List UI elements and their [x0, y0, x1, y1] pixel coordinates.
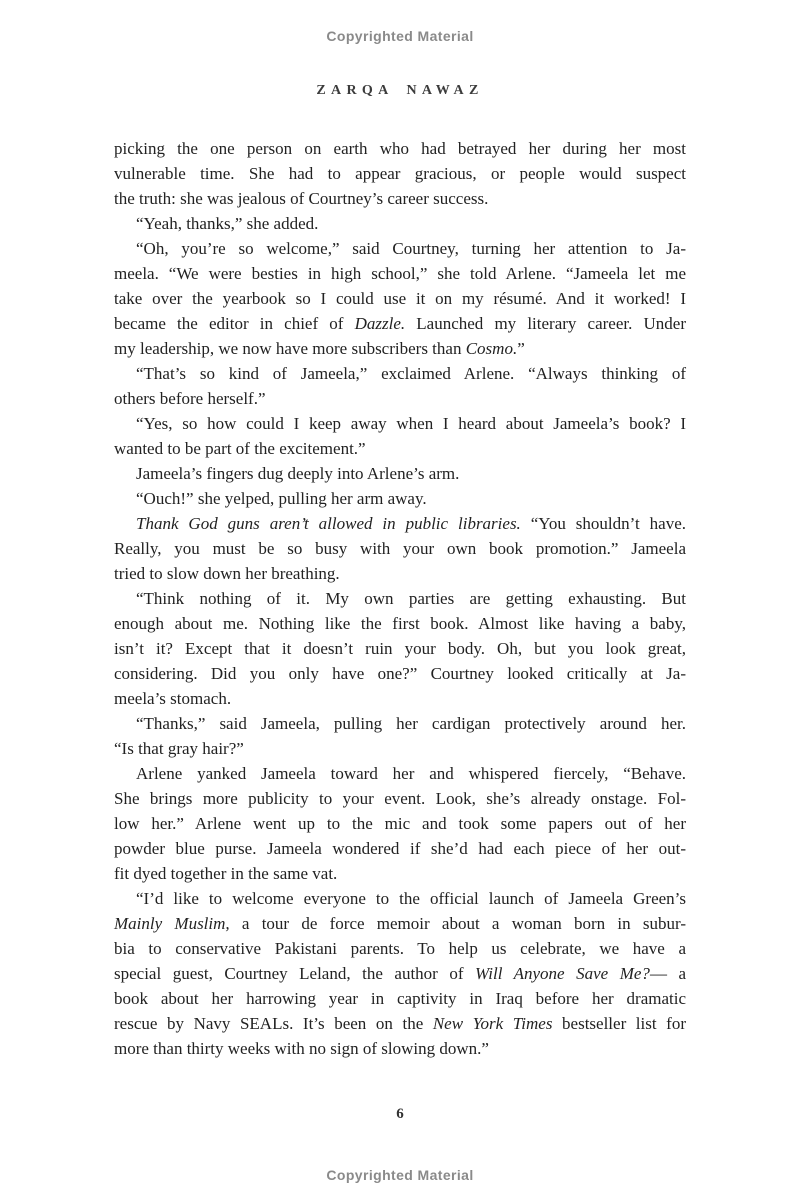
text-segment: rescue by Navy SEALs. It’s been on the: [114, 1014, 433, 1033]
text-segment: Really, you must be so busy with your own book promotion.” Jameela: [114, 539, 686, 558]
page-number: 6: [396, 1106, 404, 1122]
text-line: [114, 186, 686, 211]
text-segment: — a: [649, 964, 686, 983]
text-line: [114, 686, 686, 711]
text-line: [114, 911, 686, 936]
text-line: [114, 361, 686, 386]
text-segment: “Think nothing of it. My own parties are getting exhausting. But: [136, 589, 686, 608]
text-segment: tried to slow down her breathing.: [114, 564, 340, 583]
body-text: [114, 136, 686, 1061]
text-segment: my leadership, we now have more subscribers than: [114, 339, 466, 358]
text-segment: book about her harrowing year in captivity in Iraq before her dramatic: [114, 989, 686, 1008]
text-segment: “You shouldn’t have.: [520, 514, 686, 533]
italic-text: Will Anyone Save Me?: [475, 964, 650, 983]
text-segment: others before herself.”: [114, 389, 266, 408]
text-line: [114, 511, 686, 536]
text-line: [114, 561, 686, 586]
italic-text: New York Times: [432, 1014, 553, 1033]
text-segment: “Is that gray hair?”: [114, 739, 244, 758]
text-segment: low her.” Arlene went up to the mic and took some papers out of her: [114, 814, 686, 833]
text-line: [114, 411, 686, 436]
text-line: [114, 961, 686, 986]
copyright-notice-top: Copyrighted Material: [326, 28, 474, 44]
text-segment: powder blue purse. Jameela wondered if she’d had each piece of her out-: [114, 839, 686, 858]
text-segment: Launched my literary career. Under: [405, 314, 686, 333]
text-line: [114, 936, 686, 961]
text-line: [114, 161, 686, 186]
text-segment: “Oh, you’re so welcome,” said Courtney, turning her attention to Ja-: [136, 239, 686, 258]
text-line: [114, 236, 686, 261]
text-line: [114, 986, 686, 1011]
text-line: [114, 736, 686, 761]
text-line: [114, 761, 686, 786]
text-segment: the truth: she was jealous of Courtney’s career success.: [114, 189, 489, 208]
text-segment: ”: [517, 339, 525, 358]
italic-text: Cosmo.: [465, 339, 518, 358]
text-segment: bestseller list for: [552, 1014, 686, 1033]
text-line: [114, 811, 686, 836]
italic-text: Thank God guns aren’t allowed in public libraries.: [136, 514, 521, 533]
text-line: [114, 211, 686, 236]
text-line: [114, 1036, 686, 1061]
text-line: [114, 386, 686, 411]
text-line: [114, 286, 686, 311]
text-line: [114, 336, 686, 361]
text-line: [114, 536, 686, 561]
text-segment: a tour de force memoir about a woman born in subur-: [229, 914, 686, 933]
italic-text: Mainly Muslim,: [114, 914, 230, 933]
text-line: [114, 711, 686, 736]
text-segment: “Yeah, thanks,” she added.: [136, 214, 319, 233]
text-line: [114, 136, 686, 161]
text-line: [114, 636, 686, 661]
text-line: [114, 586, 686, 611]
text-line: [114, 611, 686, 636]
text-segment: fit dyed together in the same vat.: [114, 864, 338, 883]
copyright-notice-bottom: Copyrighted Material: [326, 1167, 474, 1183]
text-segment: enough about me. Nothing like the first book. Almost like having a baby,: [114, 614, 686, 633]
text-segment: meela’s stomach.: [114, 689, 232, 708]
text-segment: isn’t it? Except that it doesn’t ruin your body. Oh, but you look great,: [114, 639, 686, 658]
text-segment: special guest, Courtney Leland, the author of: [114, 964, 476, 983]
text-segment: vulnerable time. She had to appear gracious, or people would suspect: [114, 164, 686, 183]
text-line: [114, 861, 686, 886]
text-segment: Arlene yanked Jameela toward her and whispered fiercely, “Behave.: [136, 764, 686, 783]
text-segment: She brings more publicity to your event. Look, she’s already onstage. Fol-: [114, 789, 686, 808]
text-segment: “That’s so kind of Jameela,” exclaimed Arlene. “Always thinking of: [136, 364, 686, 383]
text-segment: “Yes, so how could I keep away when I heard about Jameela’s book? I: [136, 414, 686, 433]
text-segment: picking the one person on earth who had betrayed her during her most: [114, 139, 686, 158]
text-segment: meela. “We were besties in high school,” she told Arlene. “Jameela let me: [114, 264, 686, 283]
text-segment: bia to conservative Pakistani parents. To help us celebrate, we have a: [114, 939, 686, 958]
text-segment: “I’d like to welcome everyone to the official launch of Jameela Green’s: [136, 889, 686, 908]
text-segment: Jameela’s fingers dug deeply into Arlene’s arm.: [136, 464, 460, 483]
text-segment: wanted to be part of the excitement.”: [114, 439, 366, 458]
text-segment: “Thanks,” said Jameela, pulling her cardigan protectively around her.: [136, 714, 686, 733]
running-header-author: ZARQA NAWAZ: [316, 83, 484, 98]
text-line: [114, 786, 686, 811]
italic-text: Dazzle.: [354, 314, 406, 333]
text-segment: “Ouch!” she yelped, pulling her arm away.: [136, 489, 427, 508]
text-line: [114, 486, 686, 511]
text-line: [114, 1011, 686, 1036]
text-segment: considering. Did you only have one?” Courtney looked critically at Ja-: [114, 664, 686, 683]
text-segment: more than thirty weeks with no sign of slowing down.”: [114, 1039, 489, 1058]
text-line: [114, 261, 686, 286]
text-line: [114, 661, 686, 686]
text-line: [114, 836, 686, 861]
text-line: [114, 311, 686, 336]
text-line: [114, 461, 686, 486]
text-line: [114, 436, 686, 461]
text-line: [114, 886, 686, 911]
text-segment: became the editor in chief of: [114, 314, 355, 333]
text-segment: take over the yearbook so I could use it on my résumé. And it worked! I: [114, 289, 686, 308]
